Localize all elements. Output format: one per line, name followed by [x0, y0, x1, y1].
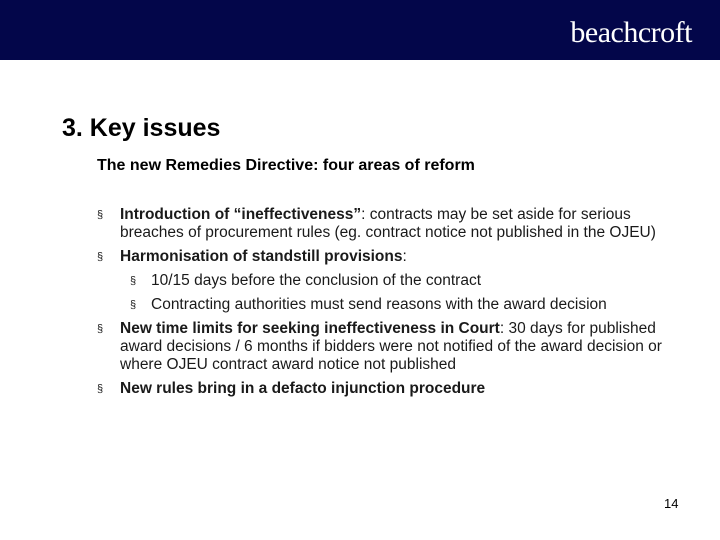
bullet-text: :	[402, 248, 407, 265]
sub-bullet-item-days	[97, 272, 697, 290]
sub-bullet-item-reasons	[97, 296, 697, 314]
bullet-lead: Harmonisation of standstill provisions	[120, 248, 403, 265]
page-number: 14	[664, 496, 679, 511]
bullet-icon: §	[130, 299, 137, 311]
bullet-text: : contracts may be set aside for serious breaches of procurement rules (eg. contract notice not published in the OJEU)	[120, 206, 656, 241]
header-bar	[0, 0, 720, 60]
bullet-item-ineffectiveness	[97, 206, 697, 242]
bullet-lead: New rules bring in a defacto injunction procedure	[120, 380, 486, 397]
slide-title: 3. Key issues	[62, 114, 221, 142]
bullet-item-standstill	[97, 248, 697, 266]
beachcroft-logo: beachcroft	[570, 16, 692, 49]
bullet-lead: Introduction of “ineffectiveness”	[120, 206, 362, 223]
bullet-icon: §	[97, 251, 104, 263]
bullet-icon: §	[97, 209, 104, 221]
bullet-text: : 30 days for published award decisions / 6 months if bidders were not notified of the award decision or where OJEU contract award notice not published	[120, 320, 662, 373]
bullet-item-injunction	[97, 380, 697, 398]
bullet-icon: §	[97, 383, 104, 395]
bullet-text: Contracting authorities must send reasons with the award decision	[151, 296, 607, 313]
bullet-lead: New time limits for seeking ineffectiveness in Court	[120, 320, 500, 337]
bullet-icon: §	[130, 275, 137, 287]
bullet-item-time-limits	[97, 320, 697, 374]
slide-subtitle: The new Remedies Directive: four areas of reform	[97, 157, 475, 174]
bullet-list	[97, 206, 697, 404]
bullet-text: 10/15 days before the conclusion of the contract	[151, 272, 482, 289]
bullet-icon: §	[97, 323, 104, 335]
